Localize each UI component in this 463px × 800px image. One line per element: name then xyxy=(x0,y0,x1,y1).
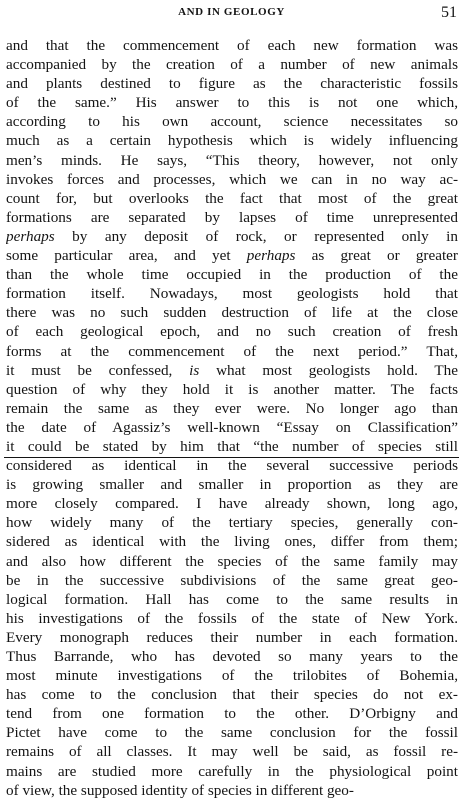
text-block-below-rule xyxy=(6,475,458,800)
text-line: Thus Barrande, who has devoted so many years to the xyxy=(6,648,458,665)
text-line: and also how different the species of the same family may xyxy=(6,552,458,570)
text-line: most minute investigations of the trilobites of Bohemia, xyxy=(6,667,458,685)
text-line: more closely compared. I have already shown, long ago, xyxy=(6,495,458,513)
page-header xyxy=(0,4,463,24)
text-block-above-rule xyxy=(6,36,458,475)
italic-word: is xyxy=(189,361,200,379)
text-line: mains are studied more carefully in the physiological point xyxy=(6,762,458,780)
text-line: invokes forces and processes, which we can in no way ac- xyxy=(6,170,458,188)
body-text xyxy=(6,36,458,800)
text-line: accompanied by the creation of a number of new animals xyxy=(6,56,458,74)
text-line: of each geological epoch, and no such creation of fresh xyxy=(6,323,458,341)
text-line: it could be stated by him that “the number of species still xyxy=(6,437,458,455)
text-line: and that the commencement of each new formation was xyxy=(6,37,458,54)
italic-word: perhaps xyxy=(246,247,296,265)
horizontal-rule xyxy=(4,457,459,458)
text-line: is growing smaller and smaller in proportion as they are xyxy=(6,476,458,494)
text-line: remains of all classes. It may well be said, as fossil re- xyxy=(6,743,458,761)
text-line: remain the same as they ever were. No longer ago than xyxy=(6,399,458,417)
running-head: AND IN GEOLOGY xyxy=(178,6,285,18)
text-line: sidered as identical with the living ones, differ from them; xyxy=(6,533,458,551)
page-number: 51 xyxy=(441,4,457,21)
text-line: forms at the commencement of the next period.” That, xyxy=(6,342,458,360)
text-line: Every monograph reduces their number in each formation. xyxy=(6,628,458,646)
text-line: of the same.” His answer to this is not one which, xyxy=(6,94,458,112)
text-line: than the whole time occupied in the production of the xyxy=(6,266,458,284)
italic-word: perhaps xyxy=(6,227,55,245)
text-line: Pictet have come to the same conclusion for the fossil xyxy=(6,724,458,742)
text-line: formation itself. Nowadays, most geologists hold that xyxy=(6,285,458,303)
text-line: perhaps by any deposit of rock, or represented only in xyxy=(6,227,458,245)
text-line: much as a certain hypothesis which is widely influencing xyxy=(6,132,458,150)
text-line: and plants destined to figure as the characteristic fossils xyxy=(6,75,458,93)
text-line: his investigations of the fossils of the state of New York. xyxy=(6,609,458,627)
text-line: be in the successive subdivisions of the same great geo- xyxy=(6,571,458,589)
text-line: men’s minds. He says, “This theory, however, not only xyxy=(6,151,458,169)
text-line: according to his own account, science necessitates so xyxy=(6,113,458,131)
text-line: there was no such sudden destruction of life at the close xyxy=(6,304,458,322)
text-line: some particular area, and yet perhaps as great or greater xyxy=(6,247,458,265)
text-line: of view, the supposed identity of species in different geo- xyxy=(6,781,354,799)
text-line: has come to the conclusion that their species do not ex- xyxy=(6,686,458,704)
text-line: question of why they hold it is another matter. The facts xyxy=(6,380,458,398)
text-line: how widely many of the tertiary species, generally con- xyxy=(6,514,458,532)
text-line: formations are separated by lapses of time unrepresented xyxy=(6,208,458,226)
text-line: considered as identical in the several successive periods xyxy=(6,457,458,475)
text-line: it must be confessed, is what most geologists hold. The xyxy=(6,361,458,379)
text-line: count for, but overlooks the fact that most of the great xyxy=(6,189,458,207)
text-line: logical formation. Hall has come to the same results in xyxy=(6,590,458,608)
text-line: the date of Agassiz’s well-known “Essay on Classification” xyxy=(6,418,458,436)
text-line: tend from one formation to the other. D’Orbigny and xyxy=(6,705,458,723)
